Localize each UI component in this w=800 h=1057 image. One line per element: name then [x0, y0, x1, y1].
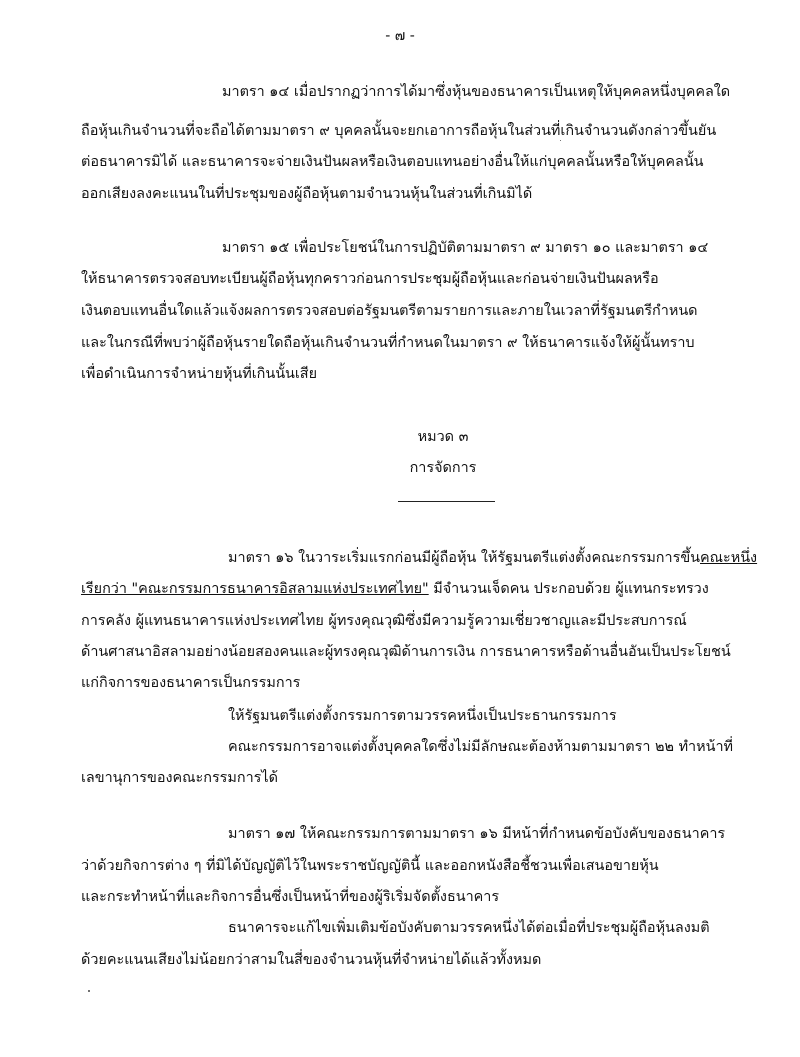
section-15-line-5: เพื่อดำเนินการจำหน่ายหุ้นที่เกินนั้นเสีย	[81, 366, 318, 382]
section-17-paragraph-2-line-2: ด้วยคะแนนเสียงไม่น้อยกว่าสามในสี่ของจำนวนหุ้นที่จำหน่ายได้แล้วทั้งหมด	[81, 952, 542, 968]
section-16-line-2-text: มีจำนวนเจ็ดคน ประกอบด้วย ผู้แทนกระทรวง	[428, 581, 709, 597]
section-16-line-4: ด้านศาสนาอิสลามอย่างน้อยสองคนและผู้ทรงคุณวุฒิด้านการเงิน การธนาคารหรือด้านอื่นอันเป็นประโยชน์	[81, 644, 731, 660]
section-16-line-2	[81, 579, 709, 599]
section-16-line-5: แก่กิจการของธนาคารเป็นกรรมการ	[81, 675, 301, 691]
section-16-line-1-text: มาตรา ๑๖ ในวาระเริ่มแรกก่อนมีผู้ถือหุ้น ให้รัฐมนตรีแต่งตั้งคณะกรรมการขึ้น	[228, 550, 701, 566]
section-16-paragraph-2: ให้รัฐมนตรีแต่งตั้งกรรมการตามวรรคหนึ่งเป็นประธานกรรมการ	[228, 708, 617, 724]
section-16-line-1	[228, 548, 757, 568]
section-14-line-1: มาตรา ๑๔ เมื่อปรากฏว่าการได้มาซึ่งหุ้นของธนาคารเป็นเหตุให้บุคคลหนึ่งบุคคลใด	[222, 84, 731, 100]
section-15-line-3: เงินตอบแทนอื่นใดแล้วแจ้งผลการตรวจสอบต่อรัฐมนตรีตามรายการและภายในเวลาที่รัฐมนตรีกำหนด	[81, 303, 698, 319]
section-17-line-3: และกระทำหน้าที่และกิจการอื่นซึ่งเป็นหน้าที่ของผู้ริเริ่มจัดตั้งธนาคาร	[81, 889, 500, 905]
section-17-paragraph-2-line-1: ธนาคารจะแก้ไขเพิ่มเติมข้อบังคับตามวรรคหนึ่งได้ต่อเมื่อที่ประชุมผู้ถือหุ้นลงมติ	[228, 920, 710, 936]
section-16-paragraph-3-line-1: คณะกรรมการอาจแต่งตั้งบุคคลใดซึ่งไม่มีลักษณะต้องห้ามตามมาตรา ๒๒ ทำหน้าที่	[228, 739, 734, 755]
section-14-line-4: ออกเสียงลงคะแนนในที่ประชุมของผู้ถือหุ้นตามจำนวนหุ้นในส่วนที่เกินมิได้	[81, 186, 533, 202]
section-15-line-1: มาตรา ๑๕ เพื่อประโยชน์ในการปฏิบัติตามมาตรา ๙ มาตรา ๑๐ และมาตรา ๑๔	[222, 240, 709, 256]
section-17-line-1: มาตรา ๑๗ ให้คณะกรรมการตามมาตรา ๑๖ มีหน้าที่กำหนดข้อบังคับของธนาคาร	[228, 826, 726, 842]
section-16-paragraph-3-line-2: เลขานุการของคณะกรรมการได้	[81, 770, 278, 786]
committee-name-underlined: เรียกว่า "คณะกรรมการธนาคารอิสลามแห่งประเทศไทย"	[81, 581, 429, 597]
section-15-line-4: และในกรณีที่พบว่าผู้ถือหุ้นรายใดถือหุ้นเกินจำนวนที่กำหนดในมาตรา ๙ ให้ธนาคารแจ้งให้ผู้นั้นทราบ	[81, 335, 695, 351]
heading-divider	[398, 501, 495, 502]
section-14-line-2: ถือหุ้นเกินจำนวนที่จะถือได้ตามมาตรา ๙ บุคคลนั้นจะยกเอาการถือหุ้นในส่วนที่เกินจำนวนดังกล่าวขึ้นยัน	[81, 123, 717, 139]
chapter-title: การจัดการ	[409, 460, 477, 476]
section-16-underlined-text: คณะหนึ่ง	[700, 550, 758, 566]
section-14-line-3: ต่อธนาคารมิได้ และธนาคารจะจ่ายเงินปันผลหรือเงินตอบแทนอย่างอื่นให้แก่บุคคลนั้นหรือให้บุคคลนั้น	[81, 154, 704, 170]
page-number: - ๗ -	[385, 28, 415, 44]
scan-speck	[560, 140, 561, 141]
section-15-line-2: ให้ธนาคารตรวจสอบทะเบียนผู้ถือหุ้นทุกคราวก่อนการประชุมผู้ถือหุ้นและก่อนจ่ายเงินปันผลหรือ	[81, 271, 659, 287]
section-17-line-2: ว่าด้วยกิจการต่าง ๆ ที่มิได้บัญญัติไว้ในพระราชบัญญัตินี้ และออกหนังสือชี้ชวนเพื่อเสนอขายหุ้น	[81, 858, 659, 874]
section-16-line-3: การคลัง ผู้แทนธนาคารแห่งประเทศไทย ผู้ทรงคุณวุฒิซึ่งมีความรู้ความเชี่ยวชาญและมีประสบการณ์	[81, 613, 687, 629]
chapter-number: หมวด ๓	[417, 429, 469, 445]
scan-speck	[88, 990, 90, 992]
